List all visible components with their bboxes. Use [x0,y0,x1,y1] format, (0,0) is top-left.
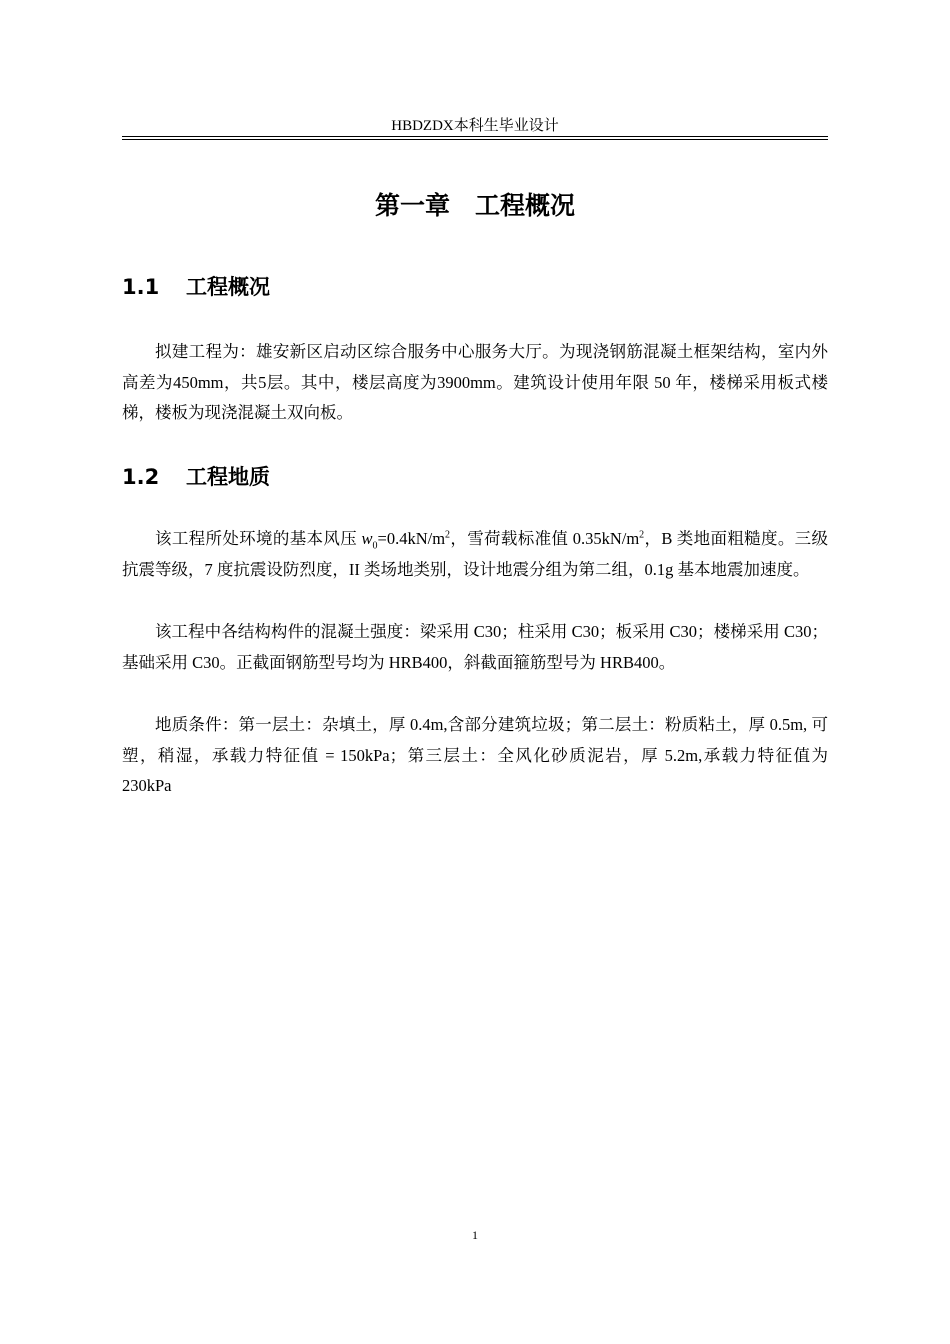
paragraph-wind-seismic [122,524,828,585]
section-title-text: 工程概况 [186,275,270,299]
text-run: ，雪荷载标准值 0.35kN/m [450,529,640,548]
section-heading-1-2 [122,462,270,492]
superscript: 2 [445,529,451,541]
paragraph-project-overview: 拟建工程为：雄安新区启动区综合服务中心服务大厅。为现浇钢筋混凝土框架结构，室内外高差为450mm，共5层。其中，楼层高度为3900mm。建筑设计使用年限 50 年，楼梯采用板式楼梯，楼板为现浇混凝土双向板。 [122,342,828,422]
paragraph-geology: 地质条件：第一层土：杂填土，厚 0.4m,含部分建筑垃圾；第二层土：粉质粘土，厚 0.5m, 可塑，稍湿，承载力特征值 = 150kPa；第三层土：全风化砂质泥岩，厚 5.2m,承载力特征值为 230kPa [122,715,828,795]
header-rule [122,136,828,140]
section-number: 1.1 [122,275,160,299]
text-run: ，B 类地面粗糙度。三级抗震等级，7 度抗震设防烈度，II 类场地类别，设计地震分组为第二组，0.1g 基本地震加速度。 [122,529,829,579]
section-title-text: 工程地质 [186,465,270,489]
page-number: 1 [472,1228,478,1242]
page-header: HBDZDX本科生毕业设计 [391,118,559,134]
wind-subscript: 0 [372,540,378,552]
text-run: 该工程所处环境的基本风压 [155,529,362,548]
paragraph-concrete-strength: 该工程中各结构构件的混凝土强度：梁采用 C30；柱采用 C30；板采用 C30；楼梯采用 C30；基础采用 C30。正截面钢筋型号均为 HRB400，斜截面箍筋型号为 HRB400。 [122,622,828,672]
text-run: =0.4kN/m [377,529,446,548]
wind-symbol: w [361,529,373,548]
chapter-title: 第一章 工程概况 [374,191,575,220]
section-heading-1-1 [122,272,270,302]
section-number: 1.2 [122,465,160,489]
superscript: 2 [639,529,645,541]
